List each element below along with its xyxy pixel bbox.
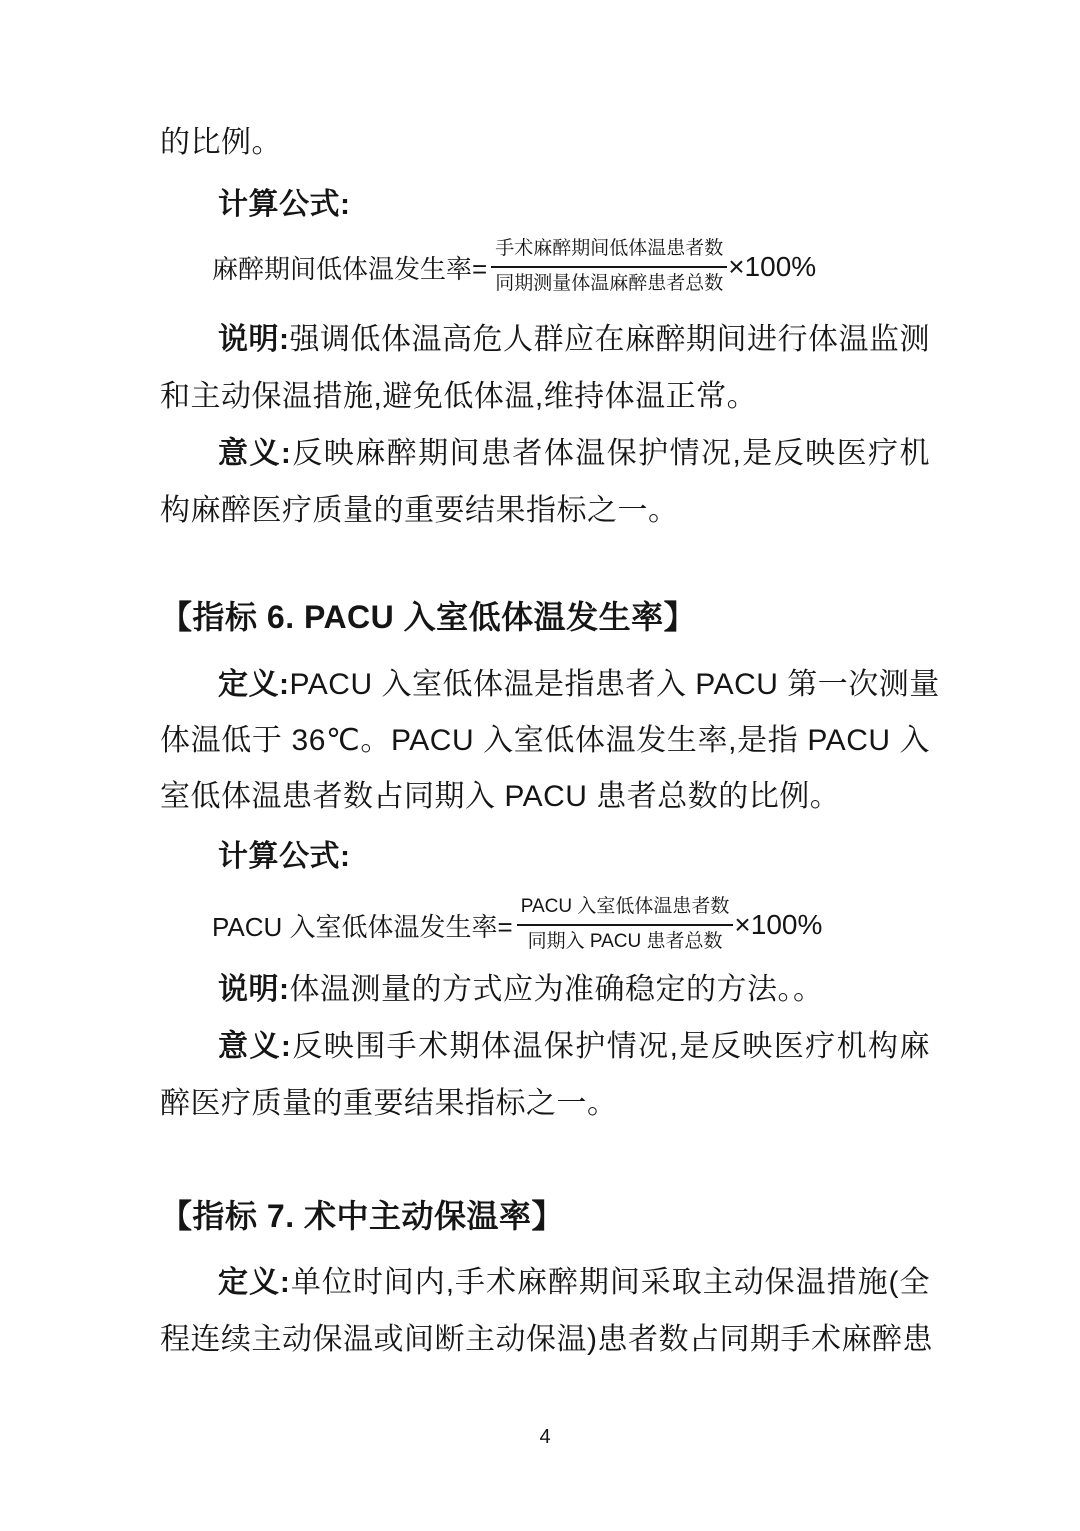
- shuoming1-label: 说明:: [218, 323, 290, 356]
- formula2-fraction: [517, 895, 734, 954]
- formula1-fraction: [491, 237, 727, 296]
- formula2-denominator: 同期入 PACU 患者总数: [527, 931, 723, 952]
- formula-label-2: 计算公式:: [218, 840, 351, 873]
- dingyi6-line2: 体温低于 36℃。PACU 入室低体温发生率,是指 PACU 入: [160, 724, 930, 757]
- yiyi2-line2: 醉医疗质量的重要结果指标之一。: [160, 1087, 618, 1120]
- dingyi6-label: 定义:: [218, 668, 290, 701]
- dingyi7-line2: 程连续主动保温或间断主动保温)患者数占同期手术麻醉患: [160, 1323, 933, 1356]
- yiyi1-text: 反映麻醉期间患者体温保护情况,是反映医疗机: [291, 437, 930, 470]
- dingyi7-label: 定义:: [218, 1266, 291, 1299]
- yiyi2-line1: [218, 1018, 930, 1075]
- formula-anesthesia-hypothermia-rate: [212, 237, 816, 297]
- shuoming2-text: 体温测量的方式应为准确稳定的方法。。: [289, 973, 824, 1006]
- formula1-multiplier: ×100%: [728, 251, 817, 282]
- yiyi1-label: 意义:: [218, 437, 292, 470]
- dingyi6-line3: 室低体温患者数占同期入 PACU 患者总数的比例。: [160, 780, 841, 813]
- heading-indicator-7: 【指标 7. 术中主动保温率】: [160, 1198, 564, 1234]
- formula-pacu-hypothermia-rate: [212, 895, 822, 955]
- dingyi6-text: PACU 入室低体温是指患者入 PACU 第一次测量: [289, 668, 940, 701]
- shuoming2-label: 说明:: [218, 973, 290, 1006]
- formula1-denominator: 同期测量体温麻醉患者总数: [495, 273, 724, 294]
- dingyi7-text: 单位时间内,手术麻醉期间采取主动保温措施(全: [290, 1266, 930, 1299]
- formula-label-1: 计算公式:: [218, 188, 351, 221]
- formula1-lhs: 麻醉期间低体温发生率=: [212, 253, 488, 284]
- yiyi2-label: 意义:: [218, 1030, 292, 1063]
- paragraph-tail: 的比例。: [160, 126, 282, 159]
- heading-indicator-6: 【指标 6. PACU 入室低体温发生率】: [160, 599, 697, 635]
- dingyi6-line1: [218, 656, 940, 713]
- yiyi1-line2: 构麻醉医疗质量的重要结果指标之一。: [160, 494, 679, 527]
- formula1-numerator: 手术麻醉期间低体温患者数: [491, 237, 727, 268]
- page-number: 4: [539, 1426, 551, 1448]
- formula2-numerator: PACU 入室低体温患者数: [517, 895, 734, 926]
- dingyi7-line1: [218, 1254, 930, 1311]
- formula2-multiplier: ×100%: [734, 909, 823, 940]
- shuoming2-line: [218, 961, 930, 1018]
- formula2-lhs: PACU 入室低体温发生率=: [212, 911, 513, 942]
- yiyi1-line1: [218, 425, 930, 482]
- yiyi2-text: 反映围手术期体温保护情况,是反映医疗机构麻: [291, 1030, 930, 1063]
- shuoming1-line1: [218, 311, 930, 368]
- shuoming1-text: 强调低体温高危人群应在麻醉期间进行体温监测: [289, 323, 930, 356]
- shuoming1-line2: 和主动保温措施,避免低体温,维持体温正常。: [160, 380, 758, 413]
